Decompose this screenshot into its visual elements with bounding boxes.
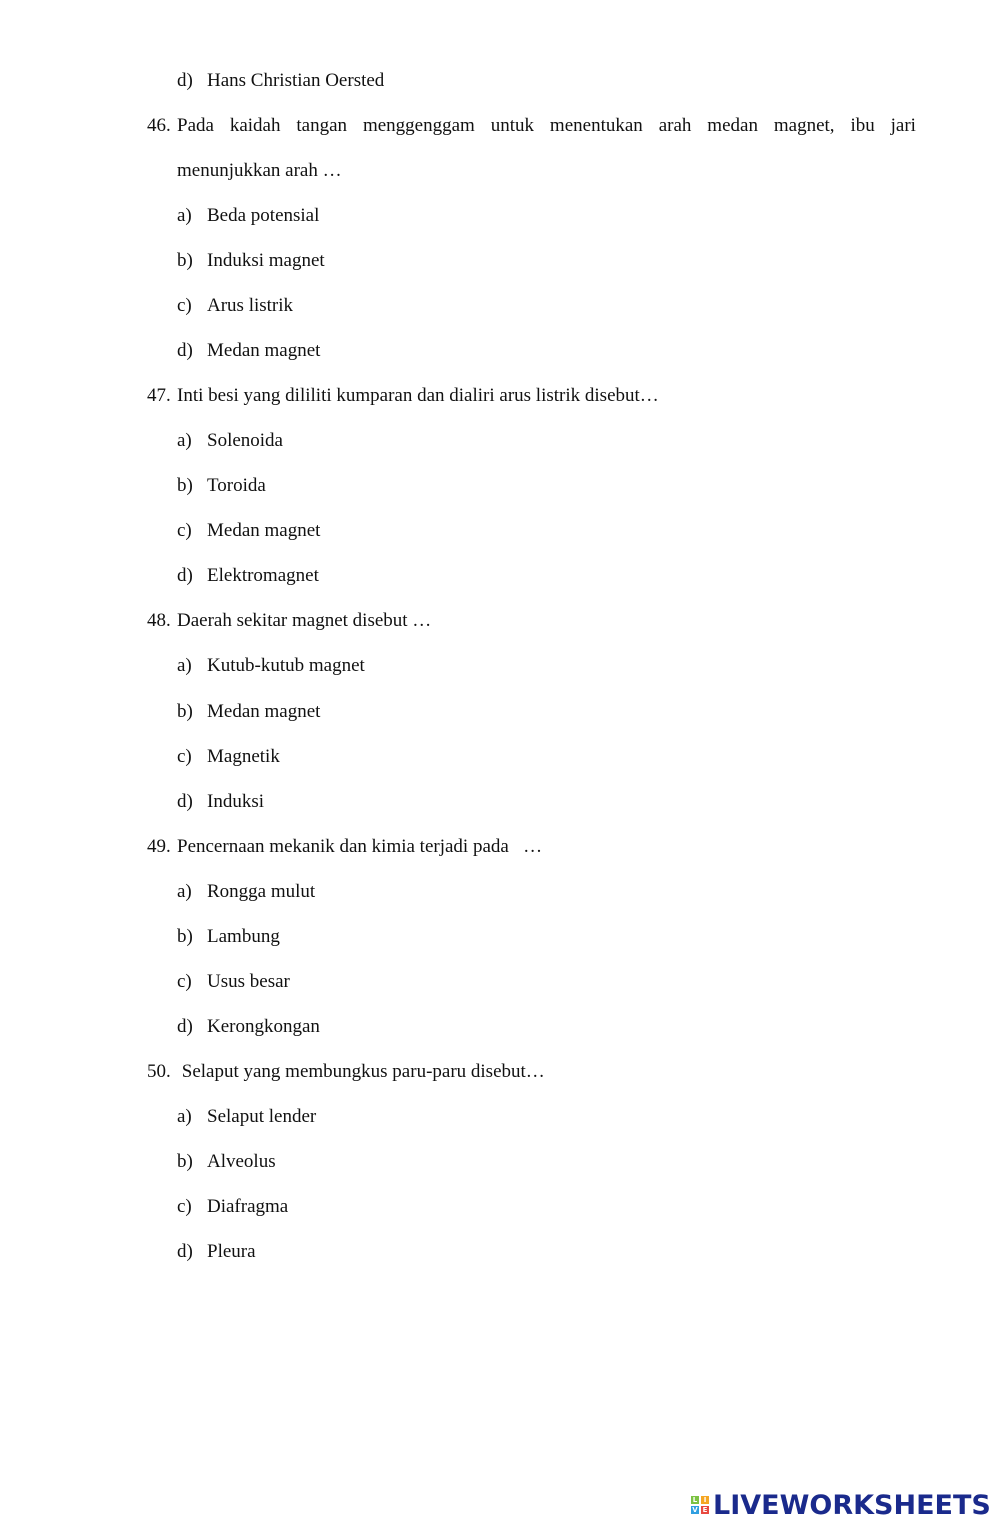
option-letter: a) (177, 655, 192, 676)
option-letter: b) (177, 250, 193, 271)
option-letter: b) (177, 1151, 193, 1172)
question-text: Selaput yang membungkus paru-paru disebut… (177, 1061, 545, 1082)
option-text: Elektromagnet (207, 565, 319, 586)
option-text: Beda potensial (207, 205, 320, 226)
word: Pada (177, 115, 214, 136)
option-letter: c) (177, 1196, 192, 1217)
option-letter: a) (177, 205, 192, 226)
question-text: Daerah sekitar magnet disebut … (177, 610, 432, 631)
word: kaidah (229, 115, 281, 136)
option-text: Pleura (207, 1241, 256, 1262)
word: menggenggam (362, 115, 475, 136)
word: ibu (850, 115, 875, 136)
word: jari (890, 115, 916, 136)
option-text: Solenoida (207, 430, 283, 451)
question-number: 49. (147, 836, 171, 857)
mark-cell: E (702, 1506, 708, 1514)
question-number: 50. (147, 1061, 171, 1082)
option-text: Induksi (207, 791, 264, 812)
option-text: Alveolus (207, 1151, 276, 1172)
word: arah (658, 115, 692, 136)
option-text: Medan magnet (207, 340, 321, 361)
option-letter: a) (177, 881, 192, 902)
word: menentukan (549, 115, 643, 136)
word: untuk (490, 115, 535, 136)
option-text: Diafragma (207, 1196, 289, 1217)
option-text: Selaput lender (207, 1106, 317, 1127)
option-text: Lambung (207, 926, 280, 947)
liveworksheets-logo (691, 1490, 991, 1520)
option-text: Medan magnet (207, 701, 321, 722)
question-number: 48. (147, 610, 171, 631)
option-text: Hans Christian Oersted (207, 70, 385, 91)
question-number: 46. (147, 115, 171, 136)
option-text: Magnetik (207, 746, 280, 767)
option-letter: d) (177, 340, 193, 361)
word: medan (707, 115, 758, 136)
option-text: Rongga mulut (207, 881, 316, 902)
question-text: Pencernaan mekanik dan kimia terjadi pada … (177, 836, 543, 857)
logo-text: LIVEWORKSHEETS (713, 1489, 991, 1521)
option-text: Induksi magnet (207, 250, 325, 271)
question-text: Inti besi yang dililiti kumparan dan dialiri arus listrik disebut… (177, 385, 659, 406)
option-letter: d) (177, 1016, 193, 1037)
option-text: Usus besar (207, 971, 290, 992)
option-letter: b) (177, 701, 193, 722)
option-letter: c) (177, 746, 192, 767)
option-letter: b) (177, 926, 193, 947)
option-letter: c) (177, 295, 192, 316)
mark-cell: L (692, 1496, 698, 1504)
option-letter: d) (177, 70, 193, 91)
option-text: Toroida (207, 475, 266, 496)
option-text: Arus listrik (207, 295, 294, 316)
option-letter: c) (177, 520, 192, 541)
mark-cell: V (692, 1506, 698, 1514)
option-letter: c) (177, 971, 192, 992)
option-letter: a) (177, 430, 192, 451)
question-text: menunjukkan arah … (177, 160, 342, 181)
option-letter: a) (177, 1106, 192, 1127)
option-letter: d) (177, 1241, 193, 1262)
word: magnet, (773, 115, 835, 136)
option-text: Kerongkongan (207, 1016, 320, 1037)
liveworksheets-mark-icon (691, 1496, 709, 1514)
option-text: Medan magnet (207, 520, 321, 541)
word: tangan (296, 115, 348, 136)
option-letter: d) (177, 565, 193, 586)
option-text: Kutub-kutub magnet (207, 655, 365, 676)
question-number: 47. (147, 385, 171, 406)
option-letter: d) (177, 791, 193, 812)
mark-cell: I (701, 1496, 709, 1504)
question-text-justified (177, 114, 916, 138)
option-letter: b) (177, 475, 193, 496)
